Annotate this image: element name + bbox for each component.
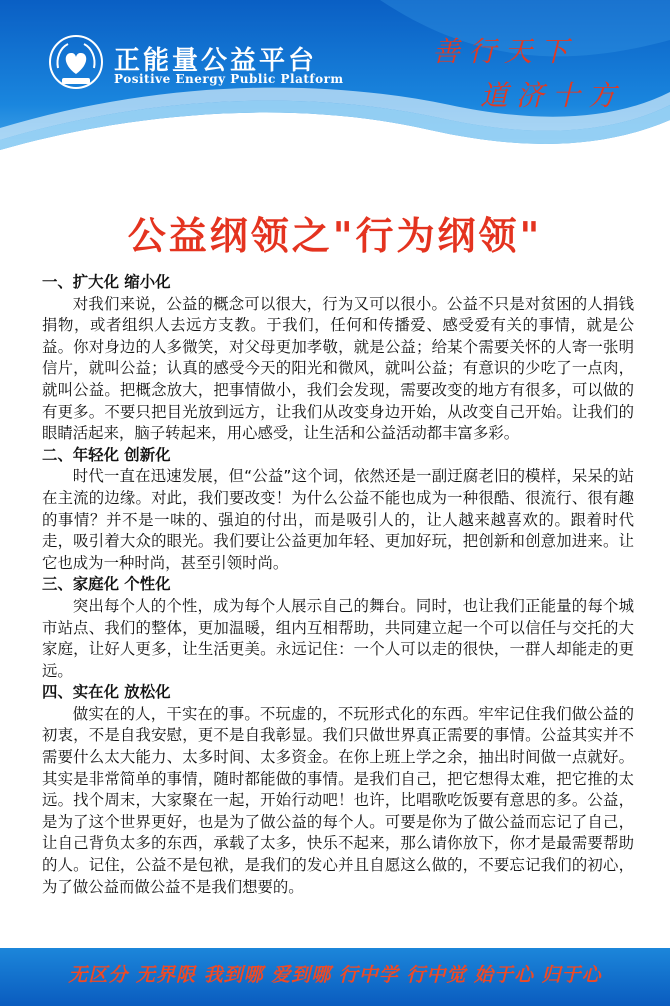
section-heading: 四、实在化 放松化: [42, 683, 171, 702]
section-paragraph: 突出每个人的个性，成为每个人展示自己的舞台。同时，也让我们正能量的每个城市站点、我们的整体，更加温暖，组内互相帮助，共同建立起一个可以信任与交托的大家庭，让好人更多，让生活更美。永远记住：一个人可以走的很快，一群人却能走的更远。: [42, 596, 634, 680]
brand-name-chinese: 正能量公益平台: [114, 46, 318, 76]
content-body: [42, 272, 634, 898]
section-4: [42, 682, 634, 898]
section-heading: 二、年轻化 创新化: [42, 445, 171, 464]
heart-wreath-icon: [48, 34, 104, 90]
section-heading: 三、家庭化 个性化: [42, 575, 171, 594]
brand-name-english: Positive Energy Public Platform: [114, 72, 344, 86]
section-paragraph: 时代一直在迅速发展，但“公益”这个词，依然还是一副迂腐老旧的模样，呆呆的站在主流的边缘。对此，我们要改变！为什么公益不能也成为一种很酷、很流行、很有趣的事情？并不是一味的、强迫的付出，而是吸引人的，让人越来越喜欢的。跟着时代走，吸引着大众的眼光。我们要让公益更加年轻、更加好玩，把创新和创意加进来。让它也成为一种时尚，甚至引领时尚。: [42, 467, 634, 572]
slogan-line-2: 道济十方: [480, 79, 625, 112]
section-2: [42, 445, 634, 575]
section-paragraph: 对我们来说，公益的概念可以很大，行为又可以很小。公益不只是对贫困的人捐钱捐物，或者组织人去远方支教。于我们，任何和传播爱、感受爱有关的事情，就是公益。你对身边的人多微笑，对父母更加孝敬，就是公益；给某个需要关怀的人寄一张明信片，就叫公益；认真的感受今天的阳光和微风，就叫公益；有意识的少吃了一点肉，就叫公益。把概念放大，把事情做小，我们会发现，需要改变的地方有很多，可以做的有更多。不要只把目光放到远方，让我们从改变身边开始，从改变自己开始。让我们的眼睛活起来，脑子转起来，用心感受，让生活和公益活动都丰富多彩。: [42, 294, 634, 443]
section-1: [42, 272, 634, 445]
section-heading: 一、扩大化 缩小化: [42, 273, 171, 291]
footer-banner: [0, 948, 670, 1006]
slogan-line-1: 善行天下: [432, 35, 577, 68]
page-title: 公益纲领之"行为纲领": [127, 214, 543, 258]
footer-slogan: 无区分 无界限 我到哪 爱到哪 行中学 行中觉 始于心 归于心: [68, 964, 602, 986]
header-banner: [0, 0, 670, 190]
section-paragraph: 做实在的人，干实在的事。不玩虚的，不玩形式化的东西。牢牢记住我们做公益的初衷，不是自我安慰，更不是自我彰显。我们只做世界真正需要的事情。公益其实并不需要什么太大能力、太多时间、太多资金。在你上班上学之余，抽出时间做一点就好。其实是非常简单的事情，随时都能做的事情。是我们自己，把它想得太难，把它推的太远。找个周末，大家聚在一起，开始行动吧！也许，比唱歌吃饭要有意思的多。公益，是为了这个世界更好，也是为了做公益的每个人。可要是你为了做公益而忘记了自己，让自己背负太多的东西，承载了太多，快乐不起来，那么请你放下，你才是最需要帮助的人。记住，公益不是包袱，是我们的发心并且自愿这么做的，不要忘记我们的初心，为了做公益而做公益不是我们想要的。: [42, 704, 634, 896]
section-3: [42, 574, 634, 682]
